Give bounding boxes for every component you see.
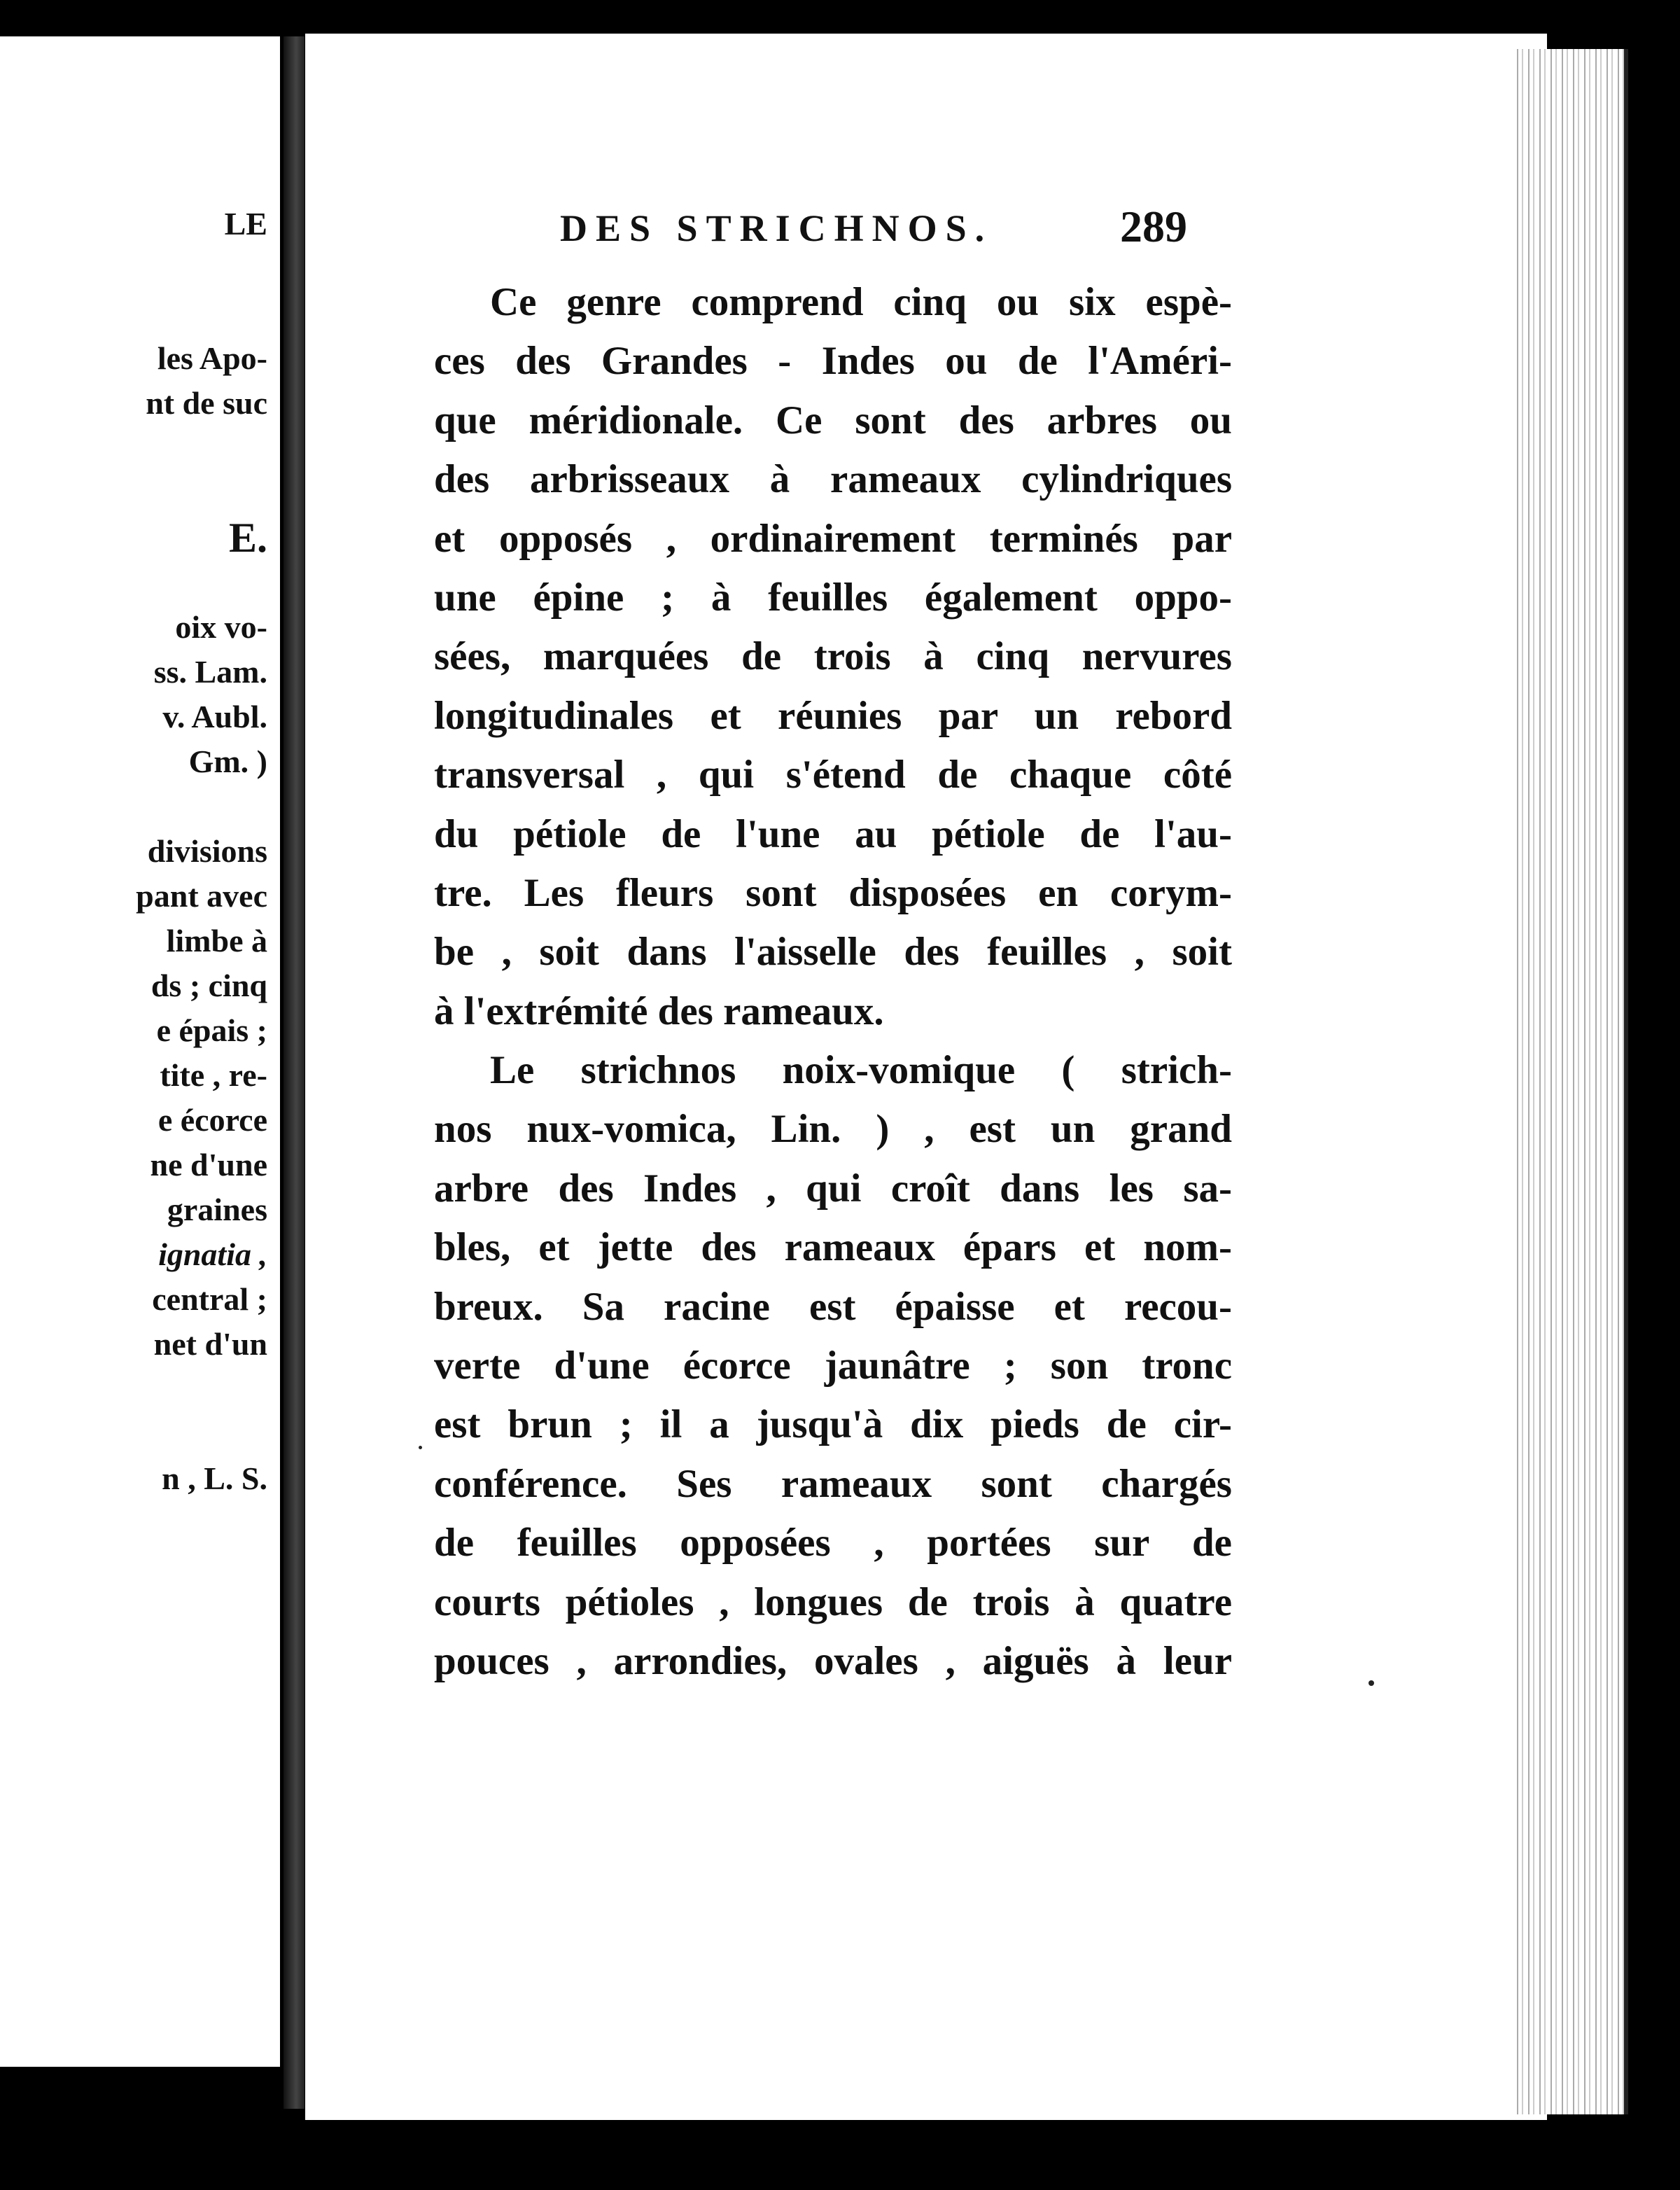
- left-line: net d'un: [153, 1326, 267, 1362]
- left-line: ne d'une: [150, 1147, 267, 1183]
- text-line: de feuilles opposées , portées sur de: [434, 1521, 1232, 1565]
- left-line: [1, 470, 267, 515]
- left-line: [1, 246, 267, 291]
- left-line: les Apo-: [157, 340, 267, 376]
- text-line: tre. Les fleurs sont disposées en corym-: [434, 870, 1232, 915]
- text-line: une épine ; à feuilles également oppo-: [434, 575, 1232, 620]
- text-line: ces des Grandes - Indes ou de l'Améri-: [434, 339, 1232, 384]
- left-line: ignatia ,: [158, 1236, 267, 1272]
- text-line: Le strichnos noix-vomique ( strich-: [490, 1048, 1232, 1093]
- left-line: [1, 560, 267, 605]
- text-line: des arbrisseaux à rameaux cylindriques: [434, 457, 1232, 502]
- ink-speck: [419, 1446, 422, 1449]
- left-page-text: [1, 202, 267, 1501]
- left-line: [1, 426, 267, 470]
- left-line: e écorce: [158, 1102, 267, 1138]
- text-line: breux. Sa racine est épaisse et recou-: [434, 1284, 1232, 1329]
- left-line: ss. Lam.: [153, 654, 267, 690]
- text-line: courts pétioles , longues de trois à quatre: [434, 1579, 1232, 1624]
- left-line: graines: [167, 1192, 267, 1227]
- left-line: [1, 1367, 267, 1411]
- text-line: Ce genre comprend cinq ou six espè-: [490, 280, 1232, 324]
- text-line: bles, et jette des rameaux épars et nom-: [434, 1225, 1232, 1270]
- left-line: ds ; cinq: [150, 968, 267, 1003]
- text-line: arbre des Indes , qui croît dans les sa-: [434, 1166, 1232, 1211]
- left-line: e épais ;: [156, 1012, 267, 1048]
- text-line: sées, marquées de trois à cinq nervures: [434, 634, 1232, 679]
- left-line: E.: [228, 515, 267, 561]
- text-line: pouces , arrondies, ovales , aiguës à leur: [434, 1638, 1232, 1683]
- text-line: du pétiole de l'une au pétiole de l'au-: [434, 811, 1232, 856]
- text-line: nos nux-vomica, Lin. ) , est un grand: [434, 1107, 1232, 1152]
- body-text: [434, 273, 1232, 1691]
- text-line: à l'extrémité des rameaux.: [434, 989, 884, 1033]
- text-line: be , soit dans l'aisselle des feuilles , soit: [434, 930, 1232, 975]
- left-line: v. Aubl.: [162, 699, 267, 734]
- left-line: pant avec: [136, 878, 267, 914]
- left-line: n , L. S.: [162, 1460, 267, 1496]
- left-line: [1, 291, 267, 336]
- left-line: limbe à: [166, 923, 267, 958]
- page-edges: [1512, 49, 1628, 2114]
- ink-speck: [1368, 1680, 1374, 1686]
- left-line: oix vo-: [175, 609, 267, 645]
- left-line: LE: [224, 206, 267, 242]
- left-line: [1, 784, 267, 829]
- left-line: nt de suc: [146, 385, 267, 421]
- text-line: longitudinales et réunies par un rebord: [434, 693, 1232, 738]
- text-line: transversal , qui s'étend de chaque côté: [434, 753, 1232, 797]
- text-line: que méridionale. Ce sont des arbres ou: [434, 398, 1232, 442]
- left-line: [1, 1411, 267, 1456]
- left-line: central ;: [152, 1281, 267, 1317]
- left-line: Gm. ): [188, 744, 267, 779]
- book-gutter: [284, 36, 304, 2109]
- text-line: conférence. Ses rameaux sont chargés: [434, 1461, 1232, 1506]
- left-page: [0, 36, 287, 2067]
- left-line: divisions: [147, 833, 267, 869]
- text-line: est brun ; il a jusqu'à dix pieds de cir-: [434, 1402, 1232, 1447]
- text-line: verte d'une écorce jaunâtre ; son tronc: [434, 1344, 1232, 1388]
- running-header: DES STRICHNOS.: [560, 207, 993, 249]
- text-line: et opposés , ordinairement terminés par: [434, 516, 1232, 561]
- left-line: tite , re-: [160, 1057, 267, 1093]
- page-number: 289: [1120, 202, 1187, 251]
